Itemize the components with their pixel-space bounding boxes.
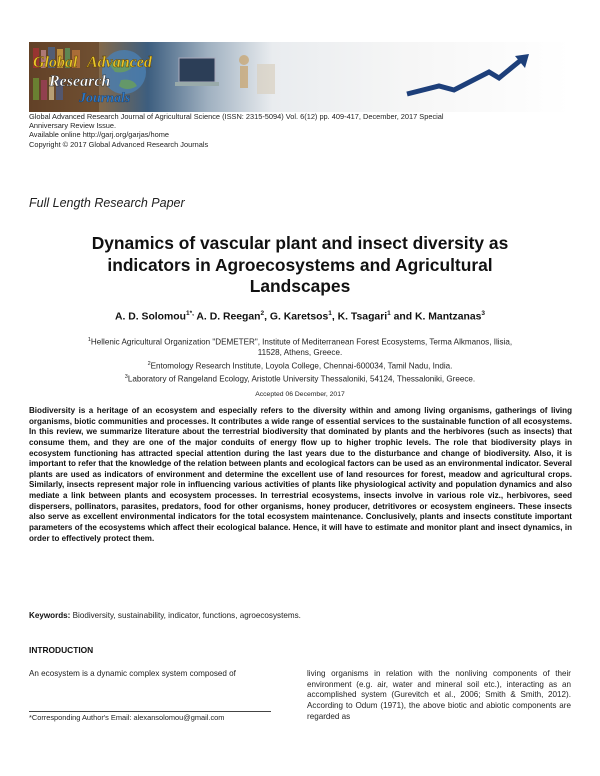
affiliation-sup: 1 (87, 337, 91, 343)
author-affil-sup: 1 (387, 310, 391, 317)
intro-column-left: An ecosystem is a dynamic complex system composed of (29, 669, 236, 678)
title-line: indicators in Agroecosystems and Agricultural (107, 254, 493, 275)
abstract: Biodiversity is a heritage of an ecosystem and especially refers to the diversity within and among living organisms, gatherings of living organisms, biotic communities and processes. It contributes a wide range of essential services to the sustainable function of all ecosystems. In this review, we summarize literature about the terrestrial biodiversity that dominated by plants and the herbivores (such as insects) that consume them, and they are one of the major conduits of energy flow up to higher trophic levels. The role that biodiversity plays in ecosystem functioning has attracted special attention during the last years due to the disturbance and change of biodiversity. Also, it is important to refer that the knowledge of the relation between plants and ecological factors can be used as an environmental indicator. Several plants are used as indicators of environment and determine the excellent use of land resources for forest, meadow and agricultural crops. Similarly, insects represent major role in influencing various activities of plants like physiological activity and population dynamics and also mediate a link between plants and ecosystem processes. In terrestrial ecosystems, insects involve in various role viz., herbivores, seed dispersers, pollinators, parasites, predators, food for other organisms, honey producer, detritivores or ecosystem engineers. These insects also serve as excellent environmental indicators for the total ecosystem maintenance. Conclusively, plants and insects constitute important parameters of the ecosystems which affect their ecological balance. Hence, it will have to estimate and monitor plant and insect dynamics, in order to effectively protect them. (29, 406, 572, 543)
accepted-date: Accepted 06 December, 2017 (255, 391, 345, 398)
section-heading-introduction: INTRODUCTION (29, 645, 94, 655)
laptop-image (175, 58, 219, 86)
affiliation-1 (30, 335, 570, 348)
affiliations (30, 335, 570, 385)
journal-copyright: Copyright © 2017 Global Advanced Research Journals (29, 139, 209, 149)
logo-word-global: Global (33, 54, 78, 71)
author-name: K. Mantzanas (415, 311, 482, 323)
logo-word-journals: Journals (79, 91, 131, 106)
keywords-label: Keywords: (29, 611, 71, 620)
logo-word-research: Research (49, 73, 111, 90)
logo-word-advanced: Advanced (87, 54, 152, 71)
affiliation-sup: 3 (124, 374, 128, 381)
affiliation-text: Laboratory of Rangeland Ecology, Aristotle University Thessaloniki, 54124, Thessaloniki, Greece. (127, 374, 476, 384)
keywords (29, 611, 572, 620)
author-name: A. D. Reegan (196, 311, 261, 323)
author-affil-sup: 1 (328, 310, 332, 317)
author-sep: and (390, 311, 415, 323)
affiliation-3 (30, 372, 570, 385)
keywords-text: Biodiversity, sustainability, indicator, functions, agroecosystems. (72, 611, 301, 620)
journal-banner (29, 42, 570, 112)
author-affil-sup: 1*, (185, 310, 194, 317)
affiliation-1-cont: 11528, Athens, Greece. (257, 348, 343, 358)
author-affil-sup: 2 (260, 310, 265, 317)
paper-title (40, 233, 560, 298)
journal-citation: Global Advanced Research Journal of Agricultural Science (ISSN: 2315-5094) Vol. 6(12) pp. 409-417, December, 2017 Special (29, 112, 444, 121)
author-name: G. Karetsos (269, 311, 329, 323)
journal-info (29, 112, 574, 149)
affiliation-text: Entomology Research Institute, Loyola College, Chennai-600034, Tamil Nadu, India. (150, 361, 453, 371)
journal-citation-cont: Anniversary Review Issue. (29, 121, 117, 131)
author-sep: , (264, 311, 270, 323)
paper-type: Full Length Research Paper (29, 196, 185, 210)
journal-available-online[interactable]: Available online http://garj.org/garjas/home (29, 130, 169, 140)
author-sep: , (331, 311, 338, 323)
author-list (30, 310, 570, 322)
title-line: Dynamics of vascular plant and insect diversity as (91, 233, 509, 253)
title-line: Landscapes (249, 276, 351, 296)
affiliation-text: Hellenic Agricultural Organization "DEMETER", Institute of Mediterranean Forest Ecosystems, Terma Alkmanos, Ilisia, (90, 337, 513, 347)
author-name: A. D. Solomou (114, 311, 186, 323)
intro-column-right: living organisms in relation with the nonliving components of their environment (e.g. air, water and mineral soil etc.), interacting as an accomplished system (Gurevitch et al., 2006; Smith & Smith, 2012). According to Odum (1971), the above biotic and abiotic components are regarded as (307, 669, 571, 721)
corresponding-author-footnote[interactable]: *Corresponding Author's Email: alexansolomou@gmail.com (29, 713, 225, 722)
footnote-divider (29, 711, 271, 712)
affiliation-sup: 2 (147, 360, 151, 367)
banner-graphic (29, 42, 570, 112)
author-name: K. Tsagari (337, 311, 388, 323)
affiliation-2 (30, 359, 570, 372)
author-affil-sup: 3 (481, 310, 486, 317)
